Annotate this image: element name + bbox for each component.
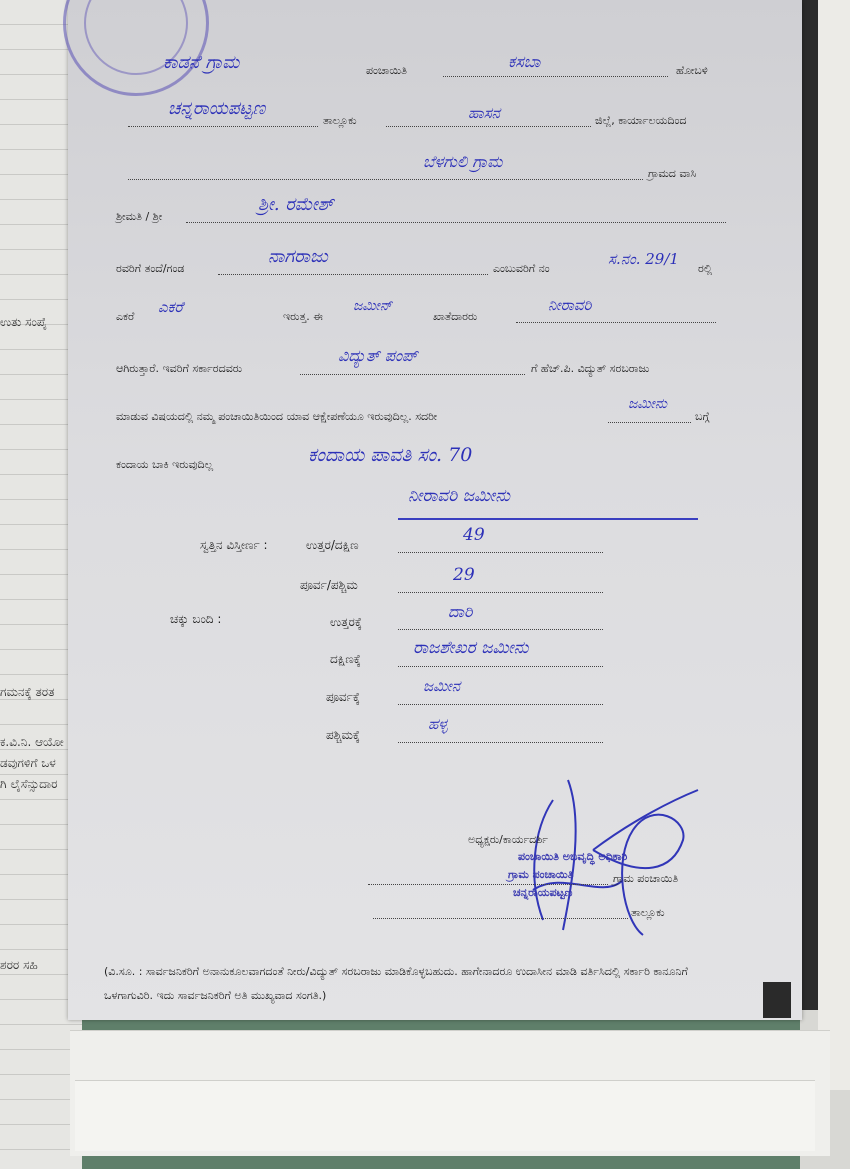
document-page xyxy=(68,0,802,1020)
east-label: ಪೂರ್ವಕ್ಕೆ xyxy=(326,690,360,704)
sign-title: ಅಧ್ಯಕ್ಷರು/ಕಾರ್ಯದರ್ಶಿ xyxy=(468,833,549,846)
taluk-sign-fill xyxy=(373,904,628,919)
sign-taluk: ತಾಲ್ಲೂಕು xyxy=(631,906,665,919)
hw-father: ನಾಗರಾಜು xyxy=(268,246,328,267)
north-fill xyxy=(398,615,603,630)
left-fragment: ಗಿ ಲೈಸೆನ್ಸುದಾರ xyxy=(0,777,58,791)
hw-power: ವಿದ್ಯುತ್ ಪಂಪ್ xyxy=(338,346,418,365)
is-label: ಇರುತ್ತ. ಈ xyxy=(283,310,323,323)
hw-survey-no: ಸ.ನಂ. 29/1 xyxy=(608,250,679,268)
khatedar-label: ಖಾತೆದಾರರು xyxy=(433,310,478,323)
khatedar-fill xyxy=(516,308,716,323)
hw-name: ಶ್ರೀ. ರಮೇಶ್ xyxy=(258,194,334,215)
hobli-label: ಹೋಬಳಿ xyxy=(676,64,708,77)
hobli-fill xyxy=(443,62,668,77)
extent-label: ಸ್ವತ್ತಿನ ವಿಸ್ತೀರ್ಣ : xyxy=(200,538,268,552)
relation-label: ರವರಿಗೆ ತಂದೆ/ಗಂಡ xyxy=(116,262,185,275)
hw-east: ಜಮೀನ xyxy=(423,677,461,695)
father-fill xyxy=(218,260,488,275)
left-fragment: ಗಮನಕ್ಕೆ ತರತ xyxy=(0,685,55,699)
left-fragment: ಉತು ಸಂಪೈ xyxy=(0,315,47,329)
ew-fill xyxy=(398,578,603,593)
left-fragment: ಶರರ ಸಹಿ xyxy=(0,958,38,972)
underlying-sheet xyxy=(75,1080,815,1151)
hw-south: ರಾಜಶೇಖರ ಜಮೀನು xyxy=(413,638,529,658)
hw-north: ದಾರಿ xyxy=(448,602,473,621)
office-seal xyxy=(63,0,209,96)
scan-black-mark xyxy=(763,982,791,1018)
taluk-label: ತಾಲ್ಲೂಕು xyxy=(323,114,357,127)
stamp-line1: ಪಂಚಾಯಿತಿ ಅಭಿವೃದ್ಧಿ ಅಧಿಕಾರಿ xyxy=(518,850,628,863)
district-label: ಜಿಲ್ಲೆ, ಕಾರ್ಯಾಲಯದಿಂದ xyxy=(595,114,687,127)
hw-extent-ew: 29 xyxy=(453,565,475,585)
footnote: (ವಿ.ಸೂ. : ಸಾರ್ವಜನಿಕರಿಗೆ ಅನಾನುಕೂಲವಾಗದಂತೆ ನೀರು/ವಿದ್ಯುತ್ ಸರಬರಾಜು ಮಾಡಿಕೊಳ್ಳಬಹುದು. ಹಾಗೇನಾದರೂ ಉದಾಸೀನ ಮಾಡಿ ವರ್ತಿಸಿದಲ್ಲಿ ಸರ್ಕಾರಿ ಕಾನೂನಿಗೆ ಒಳಗಾಗುವಿರಿ. ಇದು ಸಾರ್ವಜನಿಕರಿಗೆ ಅತಿ ಮುಖ್ಯವಾದ ಸಂಗತಿ.) xyxy=(104,965,688,1002)
west-label: ಪಶ್ಚಿಮಕ್ಕೆ xyxy=(326,728,360,742)
right-underlying-pages xyxy=(800,0,850,1169)
hw-khatedar-name: ನೀರಾವರಿ xyxy=(548,296,592,314)
north-label: ಉತ್ತರಕ್ಕೆ xyxy=(330,615,362,629)
in-label: ರಲ್ಲಿ xyxy=(698,262,713,275)
hw-khatedar: ಜಮೀನ್ xyxy=(353,298,393,314)
hw-district: ಹಾಸನ xyxy=(468,104,500,122)
line6-suffix: ಬಗ್ಗೆ xyxy=(695,410,710,423)
acre-label: ಎಕರೆ xyxy=(116,310,135,323)
panchayat-label: ಪಂಚಾಯಿತಿ xyxy=(366,64,407,77)
village-fill xyxy=(128,165,643,180)
whose-label: ಎಂಬುವರಿಗೆ ನಂ xyxy=(493,262,550,275)
line6-text: ಮಾಡುವ ವಿಷಯದಲ್ಲಿ ನಮ್ಮ ಪಂಚಾಯಿತಿಯಿಂದ ಯಾವ ಆಕ್ಷೇಪಣೆಯೂ ಇರುವುದಿಲ್ಲ. ಸದರೀ xyxy=(116,410,438,423)
dark-edge xyxy=(800,0,818,1010)
left-fragment: ಕ.ವಿ.ನಿ. ಆಯೋ xyxy=(0,735,64,749)
line7-text: ಕಂದಾಯ ಬಾಕಿ ಇರುವುದಿಲ್ಲ xyxy=(116,458,214,471)
ew-label: ಪೂರ್ವ/ಪಶ್ಚಿಮ xyxy=(300,578,358,592)
hw-remark1: ಕಂದಾಯ ಪಾವತಿ ಸಂ. 70 xyxy=(308,444,473,466)
hw-remark2: ನೀರಾವರಿ ಜಮೀನು xyxy=(408,486,511,506)
name-label: ಶ್ರೀಮತಿ / ಶ್ರೀ xyxy=(116,210,163,223)
south-label: ದಕ್ಷಿಣಕ್ಕೆ xyxy=(330,652,361,666)
hw-village2: ಬೆಳಗುಲಿ ಗ್ರಾಮ xyxy=(423,152,503,171)
stamp-line2: ಗ್ರಾಮ ಪಂಚಾಯಿತಿ xyxy=(508,868,574,881)
stamp-line3: ಚನ್ನರಾಯಪಟ್ಟಣ xyxy=(513,886,573,899)
hw-village: ಕಾಡನೆ ಗ್ರಾಮ xyxy=(163,52,240,73)
hw-taluk: ಚನ್ನರಾಯಪಟ್ಟಣ xyxy=(168,98,266,119)
left-fragment: ಡವುಗಳಿಗೆ ಒಳ xyxy=(0,756,56,770)
hw-underline xyxy=(398,518,698,520)
line5-text: ಆಗಿರುತ್ತಾರೆ. ಇವರಿಗೆ ಸರ್ಕಾರದವರು xyxy=(116,362,243,375)
ns-label: ಉತ್ತರ/ದಕ್ಷಿಣ xyxy=(306,538,359,552)
boundary-label: ಚಕ್ಕು ಬಂದಿ : xyxy=(170,612,222,626)
hw-survey-ref: ಜಮೀನು xyxy=(628,396,668,412)
pale-sheet xyxy=(818,0,850,1090)
hw-hobli: ಕಸಬಾ xyxy=(508,52,541,71)
village-resident-label: ಗ್ರಾಮದ ವಾಸಿ xyxy=(648,167,697,180)
sign-panchayat: ಗ್ರಾಮ ಪಂಚಾಯಿತಿ xyxy=(613,872,679,885)
hw-acre: ಎಕರೆ xyxy=(158,298,183,316)
ns-fill xyxy=(398,538,603,553)
line5-suffix: ಗೆ ಹೆಚ್.ಪಿ. ವಿದ್ಯುತ್ ಸರಬರಾಜು xyxy=(531,362,650,375)
hw-west: ಹಳ್ಳ xyxy=(428,715,448,733)
hw-extent-ns: 49 xyxy=(463,525,485,545)
